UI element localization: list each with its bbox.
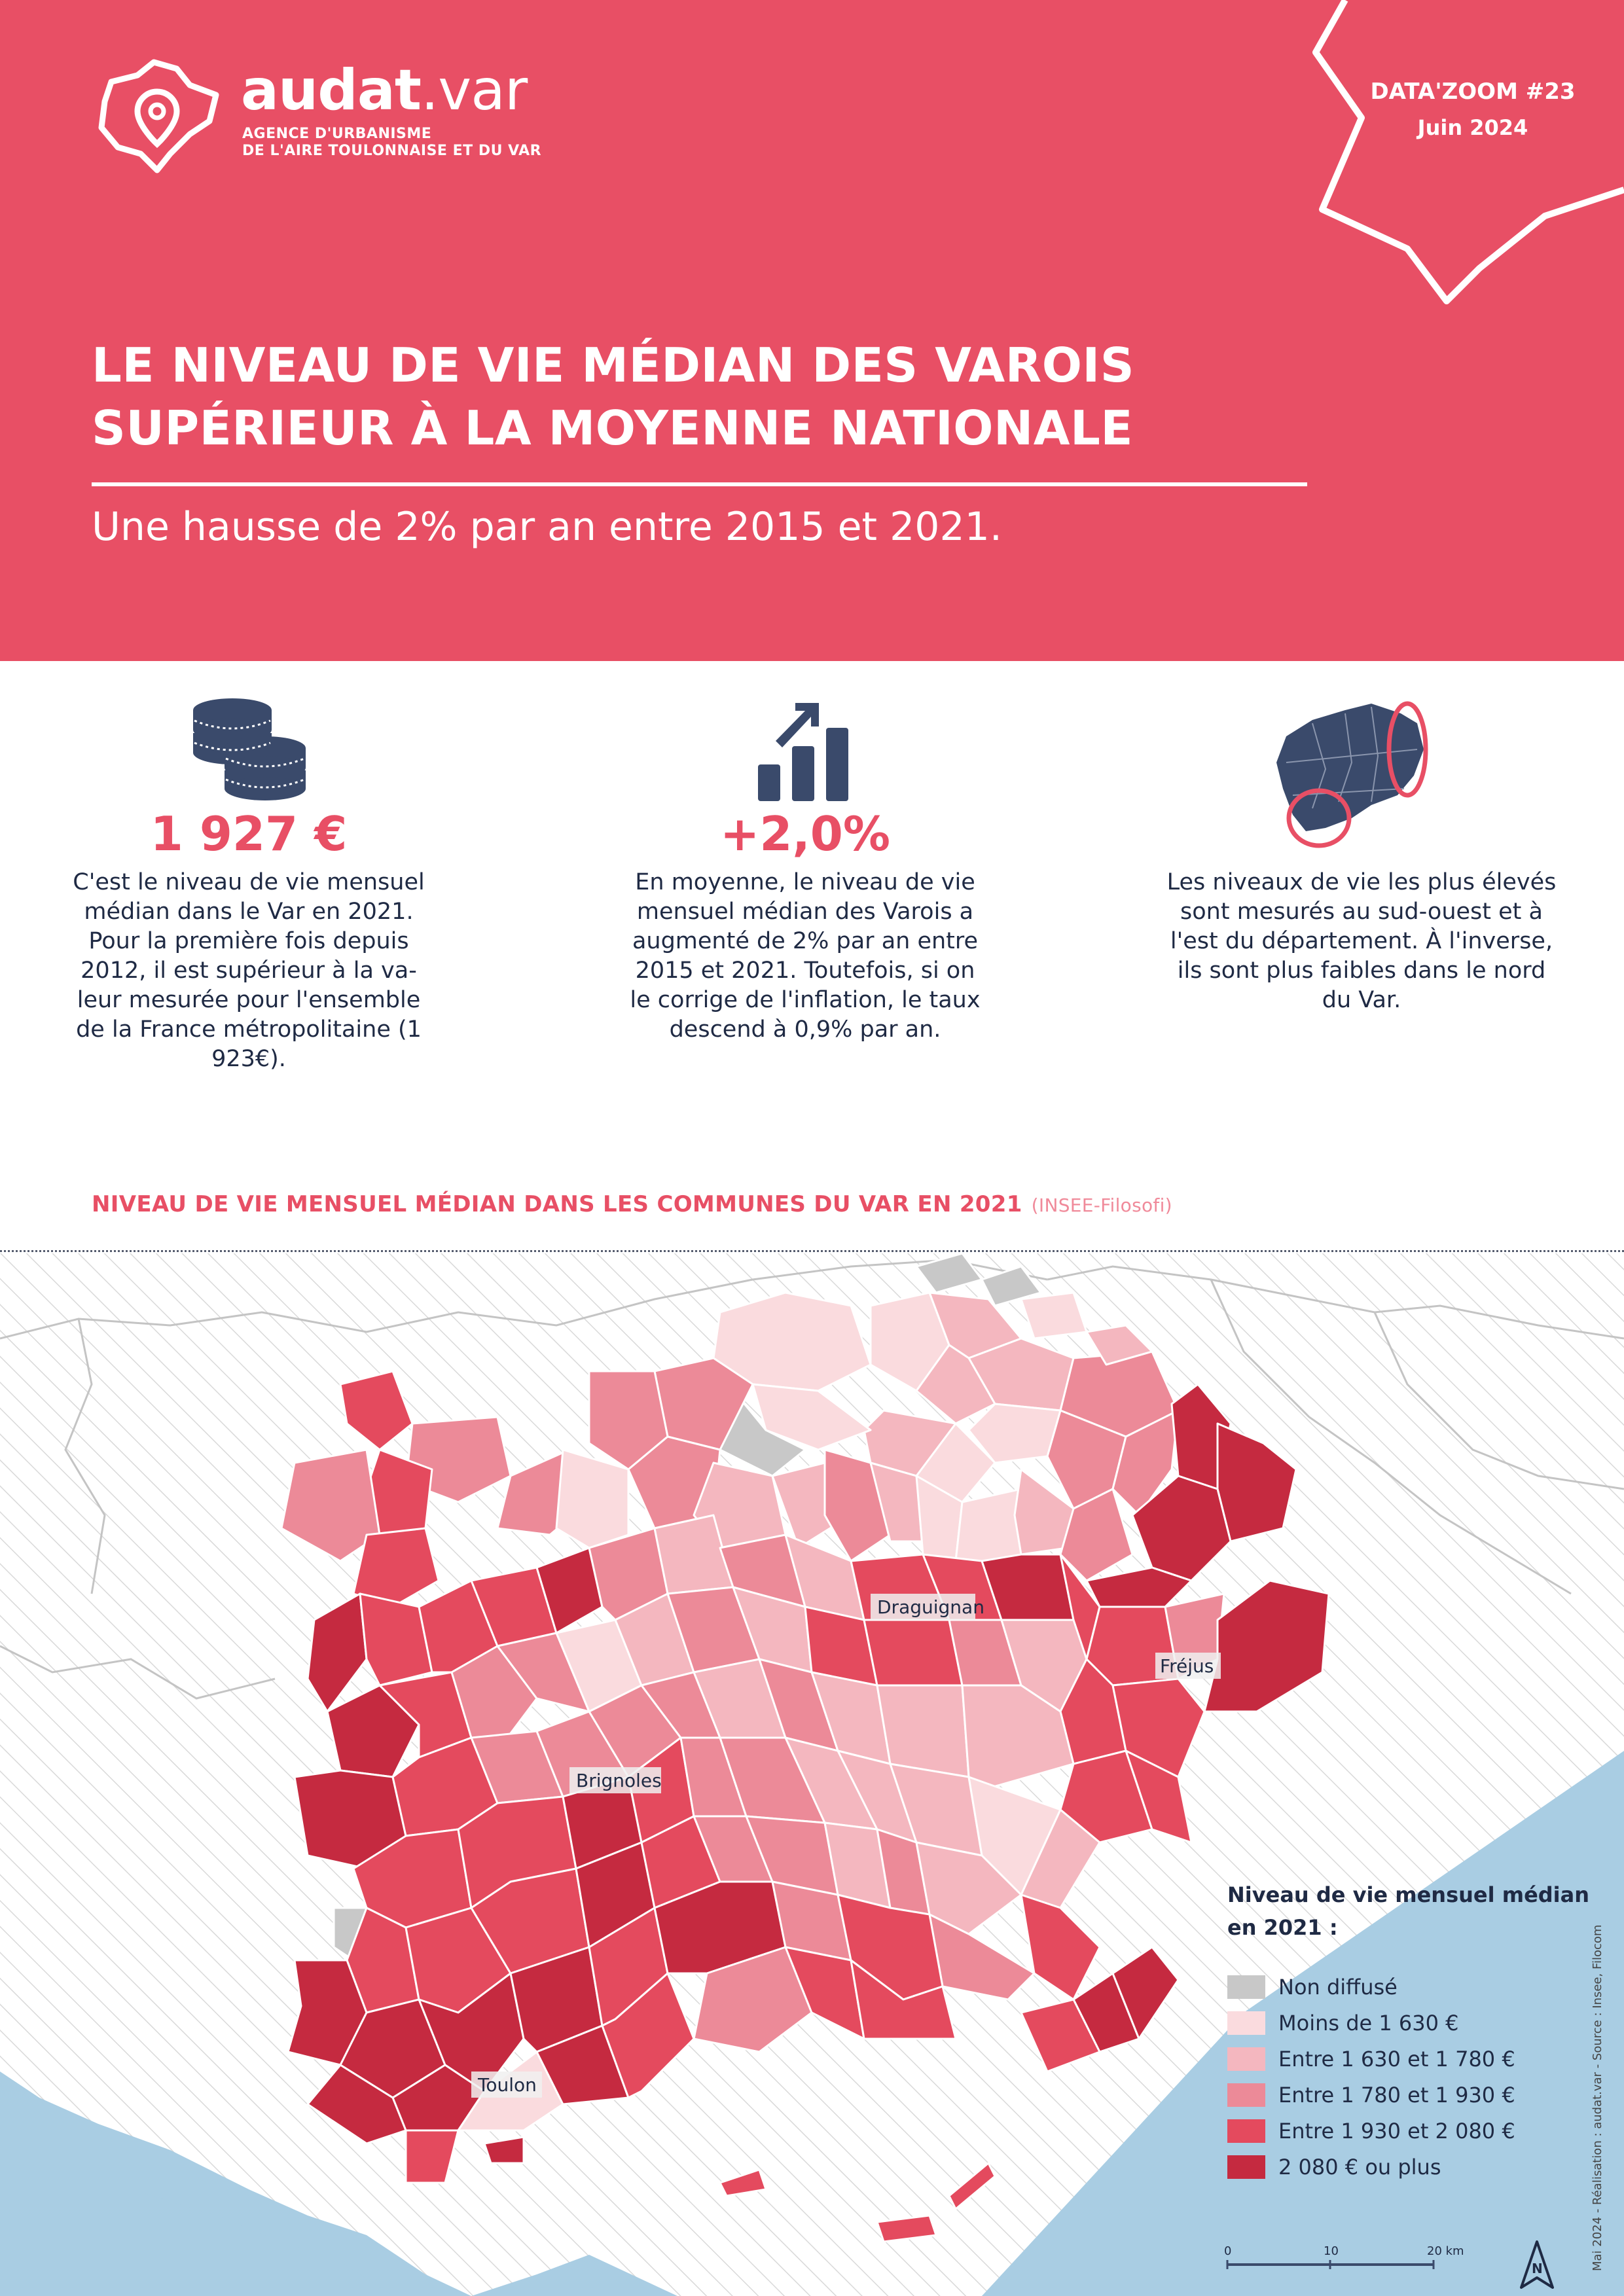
legend-item: Non diffusé	[1227, 1969, 1594, 2005]
legend-item: Entre 1 630 et 1 780 €	[1227, 2041, 1594, 2077]
city-label-frejus: Fréjus	[1160, 1655, 1214, 1677]
legend-item: 2 080 € ou plus	[1227, 2149, 1594, 2185]
map-legend	[1227, 1878, 1594, 2185]
legend-item: Entre 1 780 et 1 930 €	[1227, 2077, 1594, 2113]
publication-date: Juin 2024	[1417, 115, 1528, 140]
svg-text:10: 10	[1324, 2244, 1339, 2258]
logo-name: audat.var	[241, 58, 528, 123]
logo-map-pin-icon	[92, 56, 223, 177]
legend-item: Entre 1 930 et 2 080 €	[1227, 2113, 1594, 2149]
svg-text:20 km: 20 km	[1427, 2244, 1464, 2258]
decorative-outline-icon	[1296, 0, 1624, 327]
kpi-growth-value: +2,0%	[719, 806, 890, 861]
city-label-brignoles: Brignoles	[576, 1770, 662, 1791]
legend-swatch	[1227, 2047, 1265, 2071]
kpi-growth-text: En moyenne, le niveau de vie mensuel médian des Varois a augmenté de 2% par an entre 2015 et 2021. Toutefois, si on le corrige de l'inflation, le taux descend à 0,9% par an.	[630, 869, 981, 1043]
logo-subtitle: AGENCE D'URBANISME DE L'AIRE TOULONNAISE ET DU VAR	[242, 126, 542, 159]
legend-title: Niveau de vie mensuel médian en 2021 :	[1227, 1882, 1590, 1940]
map-credit: Mai 2024 - Réalisation : audat.var - Source : Insee, Filocom	[1591, 1924, 1604, 2271]
title-divider	[92, 482, 1307, 486]
coins-icon	[187, 697, 311, 802]
legend-swatch	[1227, 2119, 1265, 2143]
kpi-median-text: C'est le niveau de vie mensuel médian dans le Var en 2021. Pour la première fois depuis 2012, il est supérieur à la va-leur mesurée pour l'ensemble de la France métropolitaine (1 923€).	[73, 869, 425, 1072]
legend-swatch	[1227, 1975, 1265, 1999]
header-banner	[0, 0, 1624, 661]
map-title: NIVEAU DE VIE MENSUEL MÉDIAN DANS LES COMMUNES DU VAR EN 2021 (INSEE-Filosofi)	[92, 1191, 1172, 1217]
page-title: LE NIVEAU DE VIE MÉDIAN DES VAROIS SUPÉRIEUR À LA MOYENNE NATIONALE	[92, 338, 1135, 456]
page-subtitle: Une hausse de 2% par an entre 2015 et 2021.	[92, 504, 1002, 550]
growth-chart-icon	[756, 702, 851, 801]
series-label: DATA'ZOOM #23	[1370, 79, 1576, 105]
legend-swatch	[1227, 2083, 1265, 2107]
map-divider	[0, 1250, 1624, 1252]
var-map-icon	[1273, 697, 1437, 854]
map-source: (INSEE-Filosofi)	[1031, 1194, 1172, 1216]
kpi-median-value: 1 927 €	[150, 806, 348, 861]
legend-swatch	[1227, 2155, 1265, 2179]
legend-item: Moins de 1 630 €	[1227, 2005, 1594, 2041]
legend-swatch	[1227, 2011, 1265, 2035]
svg-text:N: N	[1532, 2261, 1543, 2276]
city-label-draguignan: Draguignan	[877, 1596, 984, 1618]
svg-text:0: 0	[1224, 2244, 1232, 2258]
kpi-distribution-text: Les niveaux de vie les plus élevés sont mesurés au sud-ouest et à l'est du département. À l'inverse, ils sont plus faibles dans le nord du Var.	[1166, 869, 1557, 1013]
city-label-toulon: Toulon	[478, 2074, 537, 2096]
